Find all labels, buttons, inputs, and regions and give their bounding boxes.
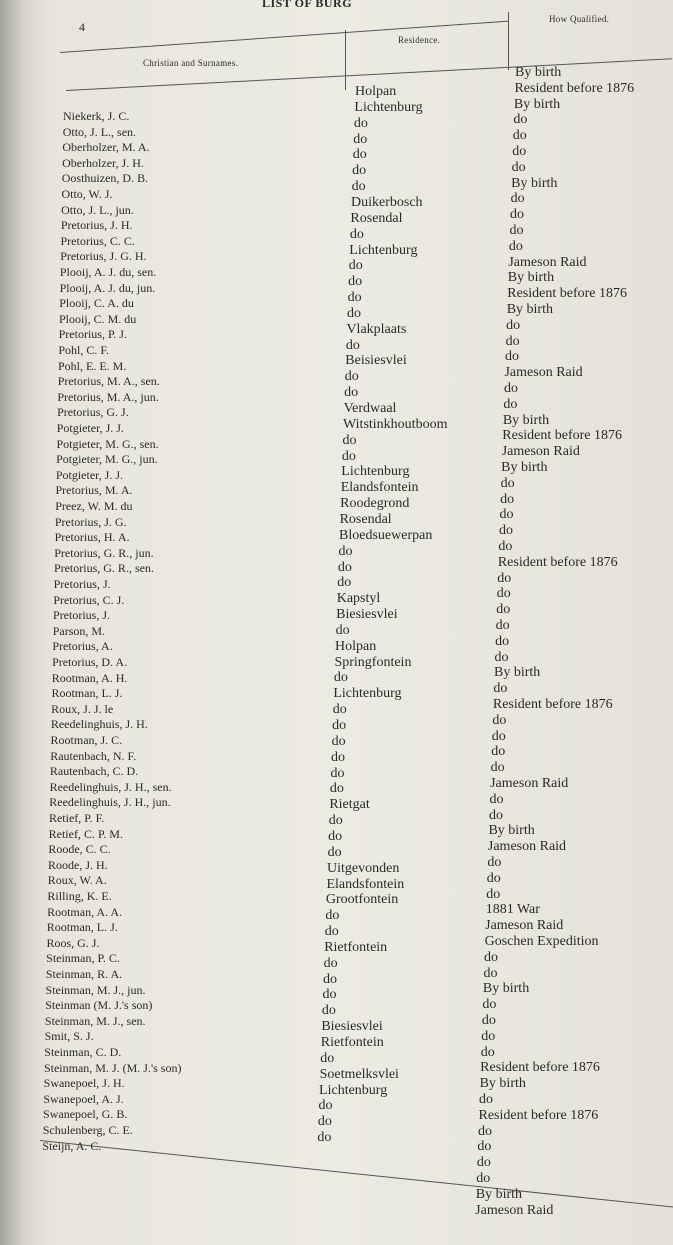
column-divider-1: [345, 30, 346, 90]
name-entry: Swanepoel, G. B.: [43, 1107, 128, 1122]
name-entry: Rilling, K. E.: [47, 889, 112, 903]
res-entry: do: [345, 337, 360, 353]
name-entry: Rootman, J. C.: [50, 733, 123, 747]
qual-entry: Jameson Raid: [504, 365, 583, 381]
qual-entry: By birth: [502, 412, 550, 428]
res-entry: Springfontein: [334, 654, 412, 670]
res-entry: do: [323, 971, 338, 987]
res-entry: Elandsfontein: [340, 480, 419, 496]
res-entry: Elandsfontein: [326, 876, 405, 892]
qual-entry: By birth: [515, 65, 562, 80]
qual-entry: do: [500, 475, 515, 491]
name-entry: Steinman, R. A.: [45, 967, 123, 981]
name-entry: Otto, J. L., sen.: [62, 124, 137, 139]
name-entry: Reedelinghuis, J. H.: [50, 717, 148, 732]
qual-entry: do: [487, 855, 502, 870]
qual-entry: Resident before 1876: [478, 1107, 599, 1123]
res-entry: do: [349, 226, 364, 242]
res-entry: Vlakplaats: [346, 321, 407, 337]
qual-entry: do: [481, 1028, 496, 1044]
name-entry: Steinman (M. J.'s son): [45, 998, 153, 1013]
res-entry: do: [320, 1050, 335, 1066]
name-entry: Smit, S. J.: [44, 1029, 94, 1044]
name-entry: Retief, P. F.: [48, 811, 105, 825]
res-entry: Rosendal: [350, 210, 403, 226]
res-entry: Lichtenburg: [349, 242, 418, 258]
res-entry: Beisiesvlei: [345, 353, 407, 369]
qual-entry: By birth: [511, 175, 558, 191]
res-entry: Rietfontein: [320, 1035, 384, 1050]
qual-entry: Jameson Raid: [487, 839, 567, 855]
qual-entry: do: [483, 965, 498, 981]
res-entry: do: [352, 163, 367, 179]
name-entry: Pretorius, C. J.: [53, 592, 125, 607]
name-entry: Steinman, P. C.: [46, 951, 120, 966]
name-entry: Retief, C. P. M.: [48, 826, 123, 841]
res-entry: Duikerbosch: [351, 194, 423, 210]
res-entry: do: [332, 702, 347, 718]
res-entry: Lichtenburg: [341, 464, 410, 480]
res-entry: do: [344, 369, 359, 385]
name-entry: Swanepoel, J. H.: [43, 1076, 125, 1091]
name-entry: Reedelinghuis, J. H., sen.: [49, 779, 172, 794]
name-entry: Pretorius, H. A.: [54, 530, 130, 545]
qual-entry: By birth: [513, 96, 561, 112]
qual-entry: By birth: [479, 1076, 526, 1092]
qual-entry: do: [495, 618, 510, 633]
name-entry: Roode, J. H.: [48, 857, 108, 872]
res-entry: do: [317, 1114, 332, 1130]
qual-entry: Resident before 1876: [507, 286, 627, 302]
qual-entry: do: [476, 1171, 491, 1186]
name-entry: Rautenbach, N. F.: [50, 748, 137, 763]
res-entry: Soetmelksvlei: [319, 1066, 399, 1082]
qual-entry: By birth: [475, 1186, 523, 1202]
res-entry: Holpan: [335, 638, 377, 654]
res-entry: Lichtenburg: [333, 686, 402, 702]
name-entry: Potgieter, M. G., jun.: [56, 452, 158, 467]
qual-entry: do: [511, 159, 526, 175]
qual-entry: do: [476, 1155, 491, 1171]
res-entry: do: [327, 844, 342, 860]
res-entry: do: [351, 179, 366, 195]
name-entry: Roos, G. J.: [46, 935, 100, 950]
res-entry: do: [338, 543, 353, 559]
name-entry: Pretorius, J. G.: [54, 514, 127, 529]
qual-entry: do: [498, 539, 513, 554]
qual-entry: By birth: [482, 981, 530, 997]
name-entry: Steinman, M. J., sen.: [44, 1013, 146, 1028]
qual-entry: By birth: [488, 823, 535, 839]
qual-entry: do: [512, 144, 527, 159]
res-entry: do: [353, 131, 368, 147]
qual-entry: Resident before 1876: [492, 697, 613, 712]
res-entry: do: [337, 575, 352, 591]
column-header-qualified: How Qualified.: [549, 14, 610, 24]
res-entry: do: [318, 1098, 333, 1114]
name-entry: Pretorius, G. R., sen.: [53, 561, 154, 576]
qual-entry: do: [510, 191, 525, 207]
page-number: 4: [79, 20, 85, 34]
qual-entry: Jameson Raid: [475, 1202, 554, 1218]
qual-entry: do: [512, 128, 527, 144]
qual-entry: do: [508, 238, 523, 254]
header-top-rule: [60, 21, 509, 53]
name-entry: Steinman, M. J. (M. J.'s son): [43, 1060, 182, 1075]
name-entry: Oberholzer, M. A.: [62, 140, 150, 155]
res-entry: do: [352, 147, 367, 163]
qual-entry: do: [477, 1123, 492, 1139]
name-entry: Preez, W. M. du: [55, 499, 133, 513]
qual-entry: do: [503, 381, 518, 396]
res-entry: Rietgat: [329, 797, 370, 813]
name-entry: Plooij, A. J. du, jun.: [59, 280, 156, 295]
qual-entry: By birth: [501, 460, 548, 475]
qual-entry: Resident before 1876: [502, 428, 623, 444]
qual-entry: Jameson Raid: [501, 444, 580, 460]
res-entry: do: [331, 733, 346, 749]
qual-entry: do: [499, 507, 514, 523]
res-entry: Grootfontein: [325, 892, 399, 908]
res-entry: Rosendal: [339, 511, 392, 527]
qual-entry: do: [486, 886, 501, 902]
name-entry: Roode, C. C.: [48, 842, 111, 857]
res-entry: Roodegrond: [340, 496, 410, 512]
qual-entry: do: [482, 997, 497, 1013]
qual-entry: do: [510, 207, 525, 223]
res-entry: Biesiesvlei: [321, 1019, 383, 1035]
name-entry: Pretorius, J. H.: [60, 218, 133, 233]
name-entry: Potgieter, J. J.: [56, 421, 124, 435]
name-entry: Pretorius, M. A., sen.: [57, 374, 160, 389]
torn-page-edge: [0, 0, 40, 1245]
qual-entry: Resident before 1876: [514, 80, 635, 96]
column-header-name: Christian and Surnames.: [143, 58, 239, 68]
name-entry: Rootman, A. H.: [51, 670, 128, 685]
footer-rule: [40, 1140, 673, 1208]
res-entry: do: [324, 924, 339, 940]
qual-entry: do: [498, 523, 513, 539]
qual-entry: Resident before 1876: [480, 1060, 600, 1076]
name-entry: Otto, W. J.: [61, 187, 113, 201]
qual-entry: Jameson Raid: [485, 918, 564, 934]
qual-entry: do: [503, 396, 518, 412]
qual-entry: Jameson Raid: [490, 776, 569, 791]
res-entry: do: [317, 1130, 332, 1146]
qual-entry: Jameson Raid: [508, 254, 587, 270]
name-entry: Pretorius, P. J.: [58, 327, 127, 342]
name-entry: Steijn, A. C.: [42, 1138, 102, 1153]
qual-entry: do: [486, 870, 501, 886]
res-entry: do: [333, 670, 348, 686]
res-entry: do: [325, 908, 340, 924]
qual-entry: do: [491, 744, 506, 760]
res-entry: do: [321, 1003, 336, 1019]
res-entry: Verdwaal: [343, 401, 397, 416]
name-entry: Niekerk, J. C.: [63, 109, 130, 123]
qual-entry: do: [480, 1044, 495, 1060]
name-entry: Steinman, M. J., jun.: [45, 982, 146, 997]
qual-entry: do: [491, 728, 506, 744]
qual-entry: do: [496, 586, 511, 602]
res-entry: do: [328, 828, 343, 844]
name-entry: Pretorius, G. R., jun.: [54, 545, 154, 560]
qual-entry: do: [505, 333, 520, 349]
res-entry: do: [347, 305, 361, 321]
res-entry: do: [331, 749, 346, 765]
qual-entry: do: [484, 949, 499, 965]
qual-entry: By birth: [507, 270, 555, 286]
qual-entry: Resident before 1876: [497, 554, 618, 570]
qual-entry: do: [495, 633, 510, 649]
name-entry: Schulenberg, C. E.: [42, 1123, 133, 1137]
qual-entry: do: [489, 807, 503, 823]
qual-entry: do: [481, 1013, 496, 1028]
name-entry: Steinman, C. D.: [44, 1045, 122, 1059]
qual-entry: do: [479, 1092, 494, 1107]
name-entry: Pretorius, M. A., jun.: [57, 389, 159, 404]
name-entry: Parson, M.: [52, 623, 106, 638]
res-entry: do: [335, 622, 350, 638]
res-entry: do: [332, 718, 347, 733]
res-entry: do: [322, 987, 337, 1003]
res-entry: Uitgevonden: [327, 860, 400, 876]
name-entry: Plooij, C. M. du: [58, 311, 137, 326]
name-entry: Plooij, A. J. du, sen.: [59, 265, 157, 279]
res-entry: do: [341, 448, 356, 464]
res-entry: do: [348, 274, 363, 290]
name-entry: Potgieter, M. G., sen.: [56, 436, 159, 451]
res-entry: do: [328, 813, 343, 829]
qual-entry: do: [493, 681, 508, 697]
name-entry: Potgieter, J. J.: [55, 467, 123, 482]
qual-entry: 1881 War: [485, 902, 540, 918]
qual-entry: do: [505, 349, 520, 365]
qual-entry: do: [489, 791, 504, 807]
name-entry: Pretorius, A.: [52, 639, 113, 654]
qual-entry: do: [494, 649, 509, 665]
qual-entry: By birth: [493, 665, 541, 681]
name-entry: Pohl, E. E. M.: [58, 358, 127, 373]
res-entry: Bloedsuewerpan: [339, 527, 433, 543]
res-entry: do: [337, 559, 352, 575]
name-entry: Oberholzer, J. H.: [62, 155, 144, 170]
qual-entry: do: [500, 491, 515, 507]
name-entry: Pretorius, D. A.: [52, 655, 128, 669]
name-entry: Swanepoel, A. J.: [43, 1091, 124, 1106]
qual-entry: do: [509, 223, 524, 238]
res-entry: do: [344, 385, 359, 401]
qual-entry: do: [497, 570, 512, 586]
qual-entry: do: [506, 317, 521, 333]
qual-entry: do: [492, 712, 507, 728]
res-entry: Lichtenburg: [354, 99, 423, 115]
name-entry: Otto, J. L., jun.: [61, 202, 134, 217]
res-entry: Kapstyl: [336, 591, 381, 607]
qual-entry: do: [490, 760, 505, 776]
res-entry: do: [342, 432, 357, 448]
res-entry: Biesiesvlei: [336, 607, 398, 623]
res-entry: do: [323, 955, 338, 971]
qual-entry: By birth: [506, 302, 553, 317]
name-entry: Pretorius, M. A.: [55, 483, 133, 498]
column-divider-2: [508, 12, 509, 70]
name-entry: Pohl, C. F.: [58, 343, 110, 357]
res-entry: do: [348, 258, 363, 274]
name-entry: Oosthuizen, D. B.: [61, 171, 149, 186]
qual-entry: do: [496, 602, 511, 618]
name-entry: Roux, J. J. le: [51, 701, 114, 716]
name-entry: Plooij, C. A. du: [59, 296, 134, 311]
header-title: LIST OF BURG: [262, 0, 353, 10]
res-entry: Lichtenburg: [319, 1082, 388, 1098]
name-entry: Pretorius, G. J.: [57, 405, 129, 420]
res-entry: do: [353, 115, 368, 131]
name-entry: Rautenbach, C. D.: [49, 764, 139, 779]
name-entry: Pretorius, C. C.: [60, 233, 135, 248]
name-entry: Pretorius, J.: [53, 608, 111, 623]
name-entry: Rootman, L. J.: [51, 686, 123, 701]
name-entry: Reedelinghuis, J. H., jun.: [49, 795, 171, 810]
name-entry: Roux, W. A.: [47, 873, 107, 888]
res-entry: do: [347, 290, 362, 306]
qual-entry: do: [513, 112, 528, 128]
res-entry: Witstinkhoutboom: [343, 416, 448, 432]
column-header-residence: Residence.: [398, 35, 441, 45]
qual-entry: do: [477, 1139, 492, 1155]
res-entry: do: [330, 765, 345, 781]
res-entry: do: [329, 781, 344, 797]
res-entry: Holpan: [355, 84, 397, 99]
name-entry: Pretorius, J.: [53, 577, 111, 591]
res-entry: Rietfontein: [324, 939, 388, 955]
name-entry: Rootman, L. J.: [46, 920, 118, 935]
name-entry: Pretorius, J. G. H.: [60, 249, 147, 264]
name-entry: Rootman, A. A.: [47, 904, 123, 919]
qual-entry: Goschen Expedition: [484, 934, 599, 949]
